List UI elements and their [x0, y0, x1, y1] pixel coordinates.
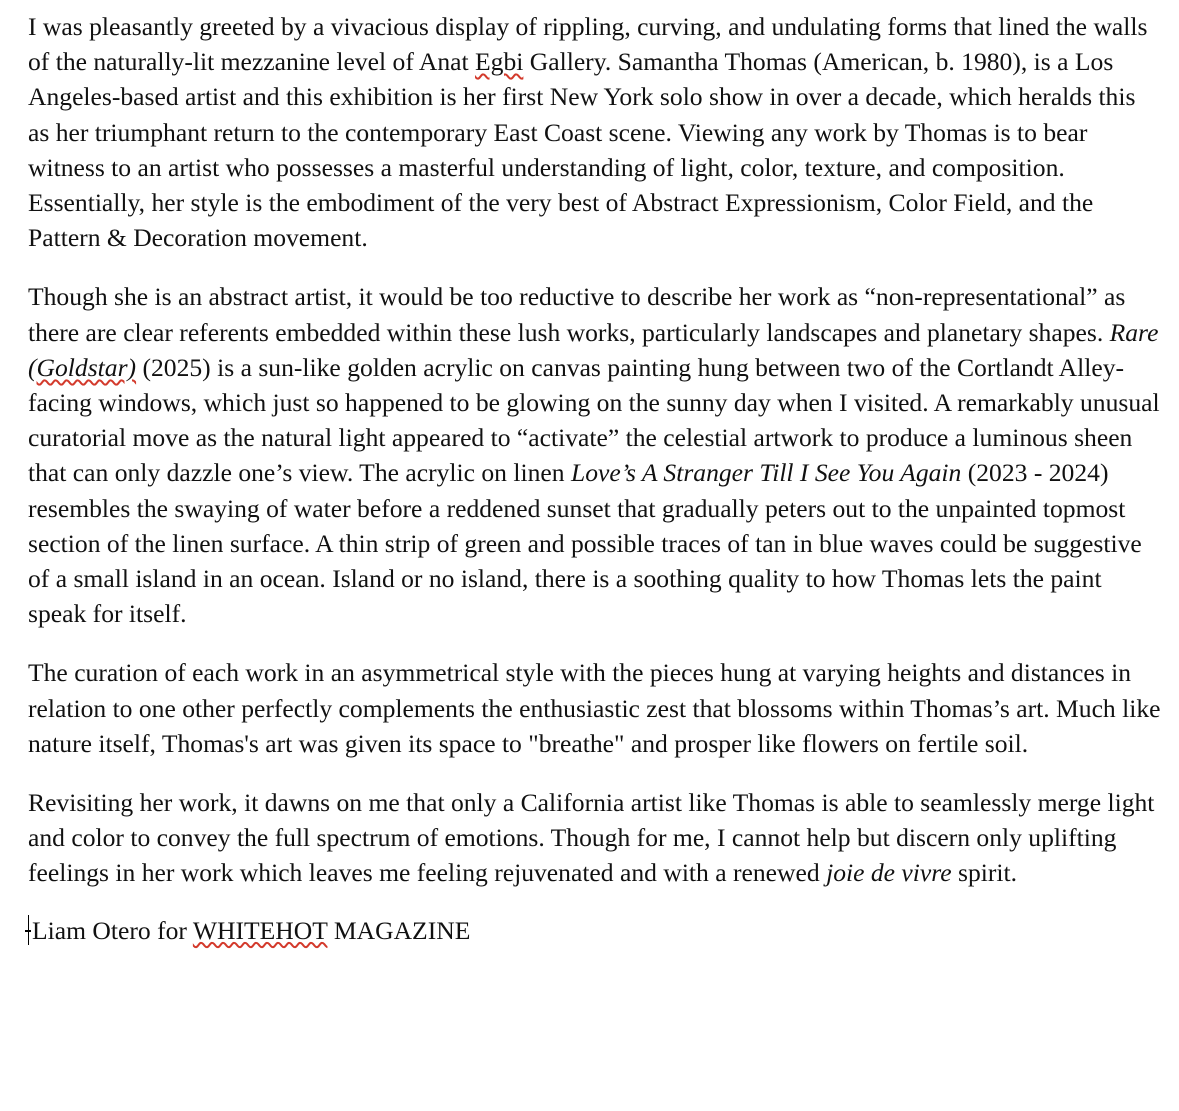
byline [28, 913, 1163, 948]
byline-author: Liam Otero for [32, 915, 193, 945]
paragraph-4-text-b: spirit. [951, 858, 1018, 888]
spellcheck-flag-whitehot[interactable]: WHITEHOT [192, 915, 328, 945]
paragraph-3 [28, 655, 1163, 761]
phrase-joie-de-vivre: joie de vivre [826, 858, 952, 888]
paragraph-4 [28, 785, 1163, 891]
paragraph-1-text-a: I was pleasantly greeted by a vivacious display of rippling, curving, and undulating forms that lined the walls of the naturally-lit mezzanine level of Anat [28, 12, 1148, 77]
paragraph-3-text: The curation of each work in an asymmetrical style with the pieces hung at varying heights and distances in relation to one other perfectly complements the enthusiastic zest that blossoms within Thomas’s art. Much like nature itself, Thomas's art was given its space to "breathe" and prosper like flowers on fertile soil. [28, 658, 1161, 758]
paragraph-2-text-a: Though she is an abstract artist, it would be too reductive to describe her work as “non-representational” as there are clear referents embedded within these lush works, particularly landscapes and planetary shapes. [28, 282, 1126, 347]
byline-magazine: MAGAZINE [327, 915, 471, 945]
document-body[interactable] [28, 9, 1163, 948]
text-cursor [28, 915, 29, 945]
paragraph-4-text-a: Revisiting her work, it dawns on me that only a California artist like Thomas is able to seamlessly merge light and color to convey the full spectrum of emotions. Though for me, I cannot help but discern only uplifting feelings in her work which leaves me feeling rejuvenated and with a renewed [28, 788, 1155, 888]
spellcheck-flag-goldstar[interactable]: Goldstar) [36, 352, 137, 382]
artwork-title-rare-a: Rare ( [28, 317, 1159, 382]
paragraph-1-text-b: Gallery. Samantha Thomas (American, b. 1980), is a Los Angeles-based artist and this exhibition is her first New York solo show in over a decade, which heralds this as her triumphant return to the contemporary East Coast scene. Viewing any work by Thomas is to bear witness to an artist who possesses a masterful understanding of light, color, texture, and composition. Essentially, her style is the embodiment of the very best of Abstract Expressionism, Color Field, and the Pattern & Decoration movement. [28, 47, 1136, 253]
paragraph-2 [28, 279, 1163, 631]
paragraph-2-text-b: (2025) is a sun-like golden acrylic on canvas painting hung between two of the Cortlandt Alley-facing windows, which just so happened to be glowing on the sunny day when I visited. A remarkably unusual curatorial move as the natural light appeared to “activate” the celestial artwork to produce a luminous sheen that can only dazzle one’s view. The acrylic on linen [28, 352, 1160, 488]
paragraph-2-text-c: (2023 - 2024) resembles the swaying of water before a reddened sunset that gradually peters out to the unpainted topmost section of the linen surface. A thin strip of green and possible traces of tan in blue waves could be suggestive of a small island in an ocean. Island or no island, there is a soothing quality to how Thomas lets the paint speak for itself. [28, 458, 1142, 629]
spellcheck-flag-egbi[interactable]: Egbi [475, 47, 524, 77]
artwork-title-loves-a-stranger: Love’s A Stranger Till I See You Again [570, 458, 962, 488]
paragraph-1 [28, 9, 1163, 255]
